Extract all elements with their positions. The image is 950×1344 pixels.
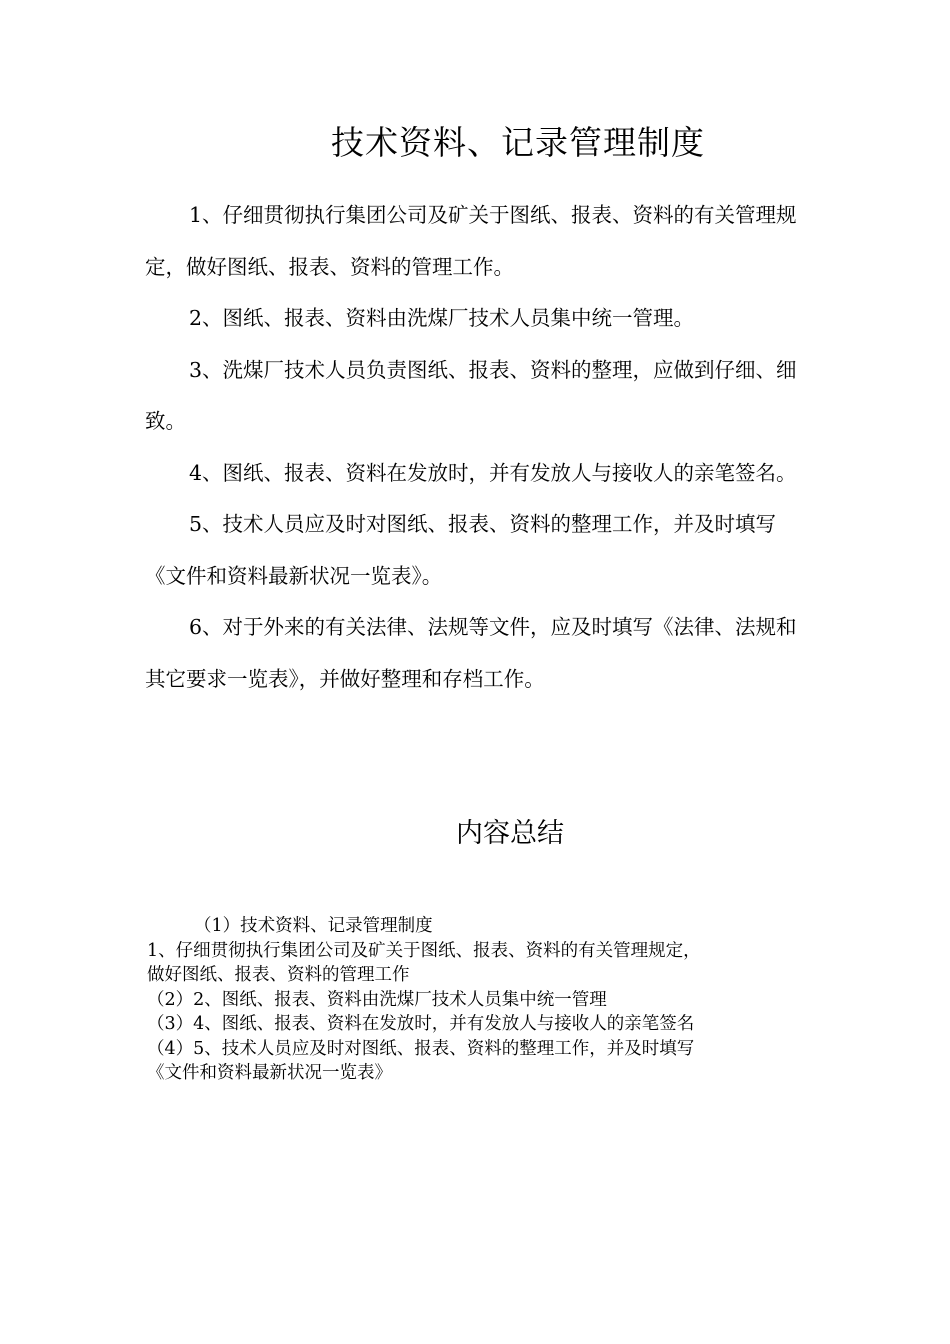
paragraph-5: 5、技术人员应及时对图纸、报表、资料的整理工作，并及时填写《文件和资料最新状况一览表》。 xyxy=(145,512,777,588)
summary-line: 《文件和资料最新状况一览表》 xyxy=(147,1063,392,1083)
summary-line: （4）5、技术人员应及时对图纸、报表、资料的整理工作，并及时填写 xyxy=(147,1038,695,1059)
summary-body xyxy=(147,914,807,1086)
summary-line: （3）4、图纸、报表、资料在发放时，并有发放人与接收人的亲笔签名 xyxy=(147,1014,695,1034)
summary-line: （1）技术资料、记录管理制度 xyxy=(194,916,433,936)
summary-line: （2）2、图纸、报表、资料由洗煤厂技术人员集中统一管理 xyxy=(147,989,607,1010)
document-body xyxy=(145,190,805,705)
summary-line: 1、仔细贯彻执行集团公司及矿关于图纸、报表、资料的有关管理规定， xyxy=(147,940,701,961)
paragraph-1: 1、仔细贯彻执行集团公司及矿关于图纸、报表、资料的有关管理规定，做好图纸、报表、资料的管理工作。 xyxy=(145,203,797,279)
summary-line: 做好图纸、报表、资料的管理工作 xyxy=(147,965,410,985)
paragraph-4: 4、图纸、报表、资料在发放时，并有发放人与接收人的亲笔签名。 xyxy=(189,460,797,485)
summary-title: 内容总结 xyxy=(456,818,564,849)
paragraph-2: 2、图纸、报表、资料由洗煤厂技术人员集中统一管理。 xyxy=(189,306,695,330)
paragraph-6: 6、对于外来的有关法律、法规等文件，应及时填写《法律、法规和其它要求一览表》，并做好整理和存档工作。 xyxy=(145,615,797,691)
document-title: 技术资料、记录管理制度 xyxy=(331,123,705,162)
paragraph-3: 3、洗煤厂技术人员负责图纸、报表、资料的整理，应做到仔细、细致。 xyxy=(145,357,797,433)
